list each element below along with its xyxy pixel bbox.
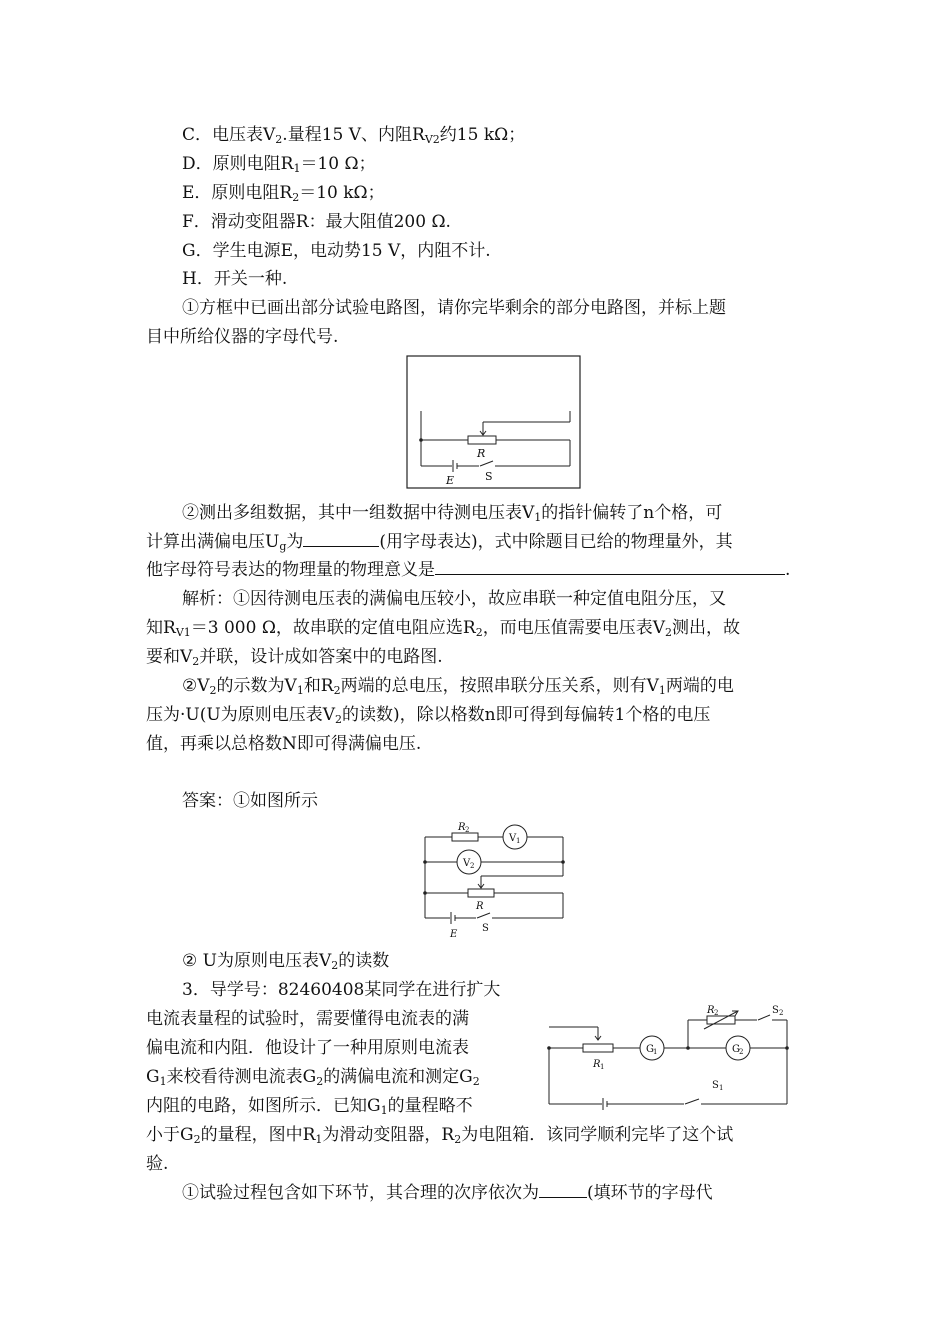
- analysis-line-6: 值，再乘以总格数N即可得满偏电压.: [146, 734, 422, 754]
- fig2-label-v1: V: [509, 833, 517, 844]
- question-1-line-2: 目中所给仪器的字母代号.: [146, 327, 339, 347]
- question-1-line-1: ①方框中已画出部分试验电路图，请你完毕剩余的部分电路图，并标上题: [182, 298, 726, 318]
- question-3-line-5: 内阻的电路，如图所示．已知$G_1$的量程略不: [146, 1096, 473, 1117]
- question-2-line-2: 计算出满偏电压$U_g$为 (用字母表达)，式中除题目已给的物理量外，其: [146, 532, 733, 553]
- fig1-label-e: E: [446, 474, 455, 487]
- fig2-label-v2-sub: 2: [470, 862, 475, 870]
- fig3-label-r1-sub: 1: [600, 1063, 605, 1071]
- fig1-label-r: R: [477, 447, 486, 460]
- question-4-line-1: ①试验过程包含如下环节，其合理的次序依次为 (填环节的字母代: [182, 1183, 713, 1203]
- option-d: D．原则电阻$R_1=10$ Ω；: [182, 154, 376, 175]
- answer-line-2: ② U为原则电压表$V_2$的读数: [182, 951, 390, 972]
- option-g: G．学生电源E，电动势15 V，内阻不计.: [182, 241, 491, 261]
- question-2-line-3: 他字母符号表达的物理量的物理意义是 .: [146, 560, 791, 580]
- answer-blank-3[interactable]: [539, 1183, 587, 1198]
- question-3-line-3: 偏电流和内阻．他设计了一种用原则电流表: [146, 1038, 469, 1058]
- question-3-line-4: $G_1$来校看待测电流表$G_2$的满偏电流和测定$G_2$: [146, 1067, 480, 1088]
- fig3-label-s2-sub: 2: [779, 1009, 784, 1017]
- question-3-line-7: 验.: [146, 1154, 169, 1174]
- question-3-line-6: 小于$G_2$的量程，图中$R_1$为滑动变阻器，$R_2$为电阻箱．该同学顺利完毕了这个试: [146, 1125, 734, 1146]
- option-e: E．原则电阻$R_2=10$ kΩ；: [182, 183, 385, 204]
- fig3-label-s1-sub: 1: [719, 1084, 724, 1092]
- fig3-label-s2: S: [772, 1005, 779, 1016]
- question-2-line-1: ②测出多组数据，其中一组数据中待测电压表$V_1$的指针偏转了n个格，可: [182, 503, 723, 524]
- analysis-line-5: 压为·U(U为原则电压表$V_2$的读数)，除以格数n即可得到每偏转1个格的电压: [146, 705, 711, 726]
- fig3-label-r1: R: [593, 1059, 601, 1070]
- option-c: C．电压表$V_2$.量程15 V、内阻$R_{V2}$约15 kΩ；: [182, 125, 526, 146]
- fig3-label-s1: S: [712, 1080, 719, 1091]
- analysis-line-4: $②V_2$的示数为$V_1$和$R_2$两端的总电压，按照串联分压关系，则有$V_1$两端的电: [182, 676, 734, 697]
- fig2-label-r: R: [476, 901, 484, 912]
- question-3-line-2: 电流表量程的试验时，需要懂得电流表的满: [146, 1009, 469, 1029]
- answer-line-1: 答案：①如图所示: [182, 791, 318, 811]
- fig2-label-s: S: [482, 923, 489, 934]
- question-3-line-1: 3．导学号：82460408某同学在进行扩大: [182, 980, 501, 1000]
- fig3-label-g2-sub: 2: [739, 1048, 744, 1056]
- fig2-label-r2-sub: 2: [465, 826, 470, 834]
- fig3-label-g1-sub: 1: [653, 1048, 658, 1056]
- fig1-label-s: S: [485, 470, 493, 483]
- fig3-label-g2: G: [732, 1044, 740, 1055]
- fig3-label-r2-sub: 2: [714, 1009, 719, 1017]
- fig2-label-v2: V: [463, 858, 471, 869]
- fig2-label-v1-sub: 1: [516, 837, 521, 845]
- fig3-label-r2: R: [707, 1005, 715, 1016]
- analysis-line-2: 知$R_{V1}=3$ 000 Ω，故串联的定值电阻应选$R_2$，而电压值需要电压表$V_2$测出，故: [146, 618, 741, 639]
- fig2-label-e: E: [450, 929, 458, 940]
- analysis-line-1: 解析：①因待测电压表的满偏电压较小，故应串联一种定值电阻分压，又: [182, 589, 726, 609]
- option-f: F．滑动变阻器R：最大阻值200 Ω.: [182, 212, 451, 232]
- fig2-label-r2: R: [458, 822, 466, 833]
- fig3-label-g1: G: [646, 1044, 654, 1055]
- option-h: H．开关一种.: [182, 269, 288, 289]
- analysis-line-3: 要和$V_2$并联，设计成如答案中的电路图.: [146, 647, 443, 668]
